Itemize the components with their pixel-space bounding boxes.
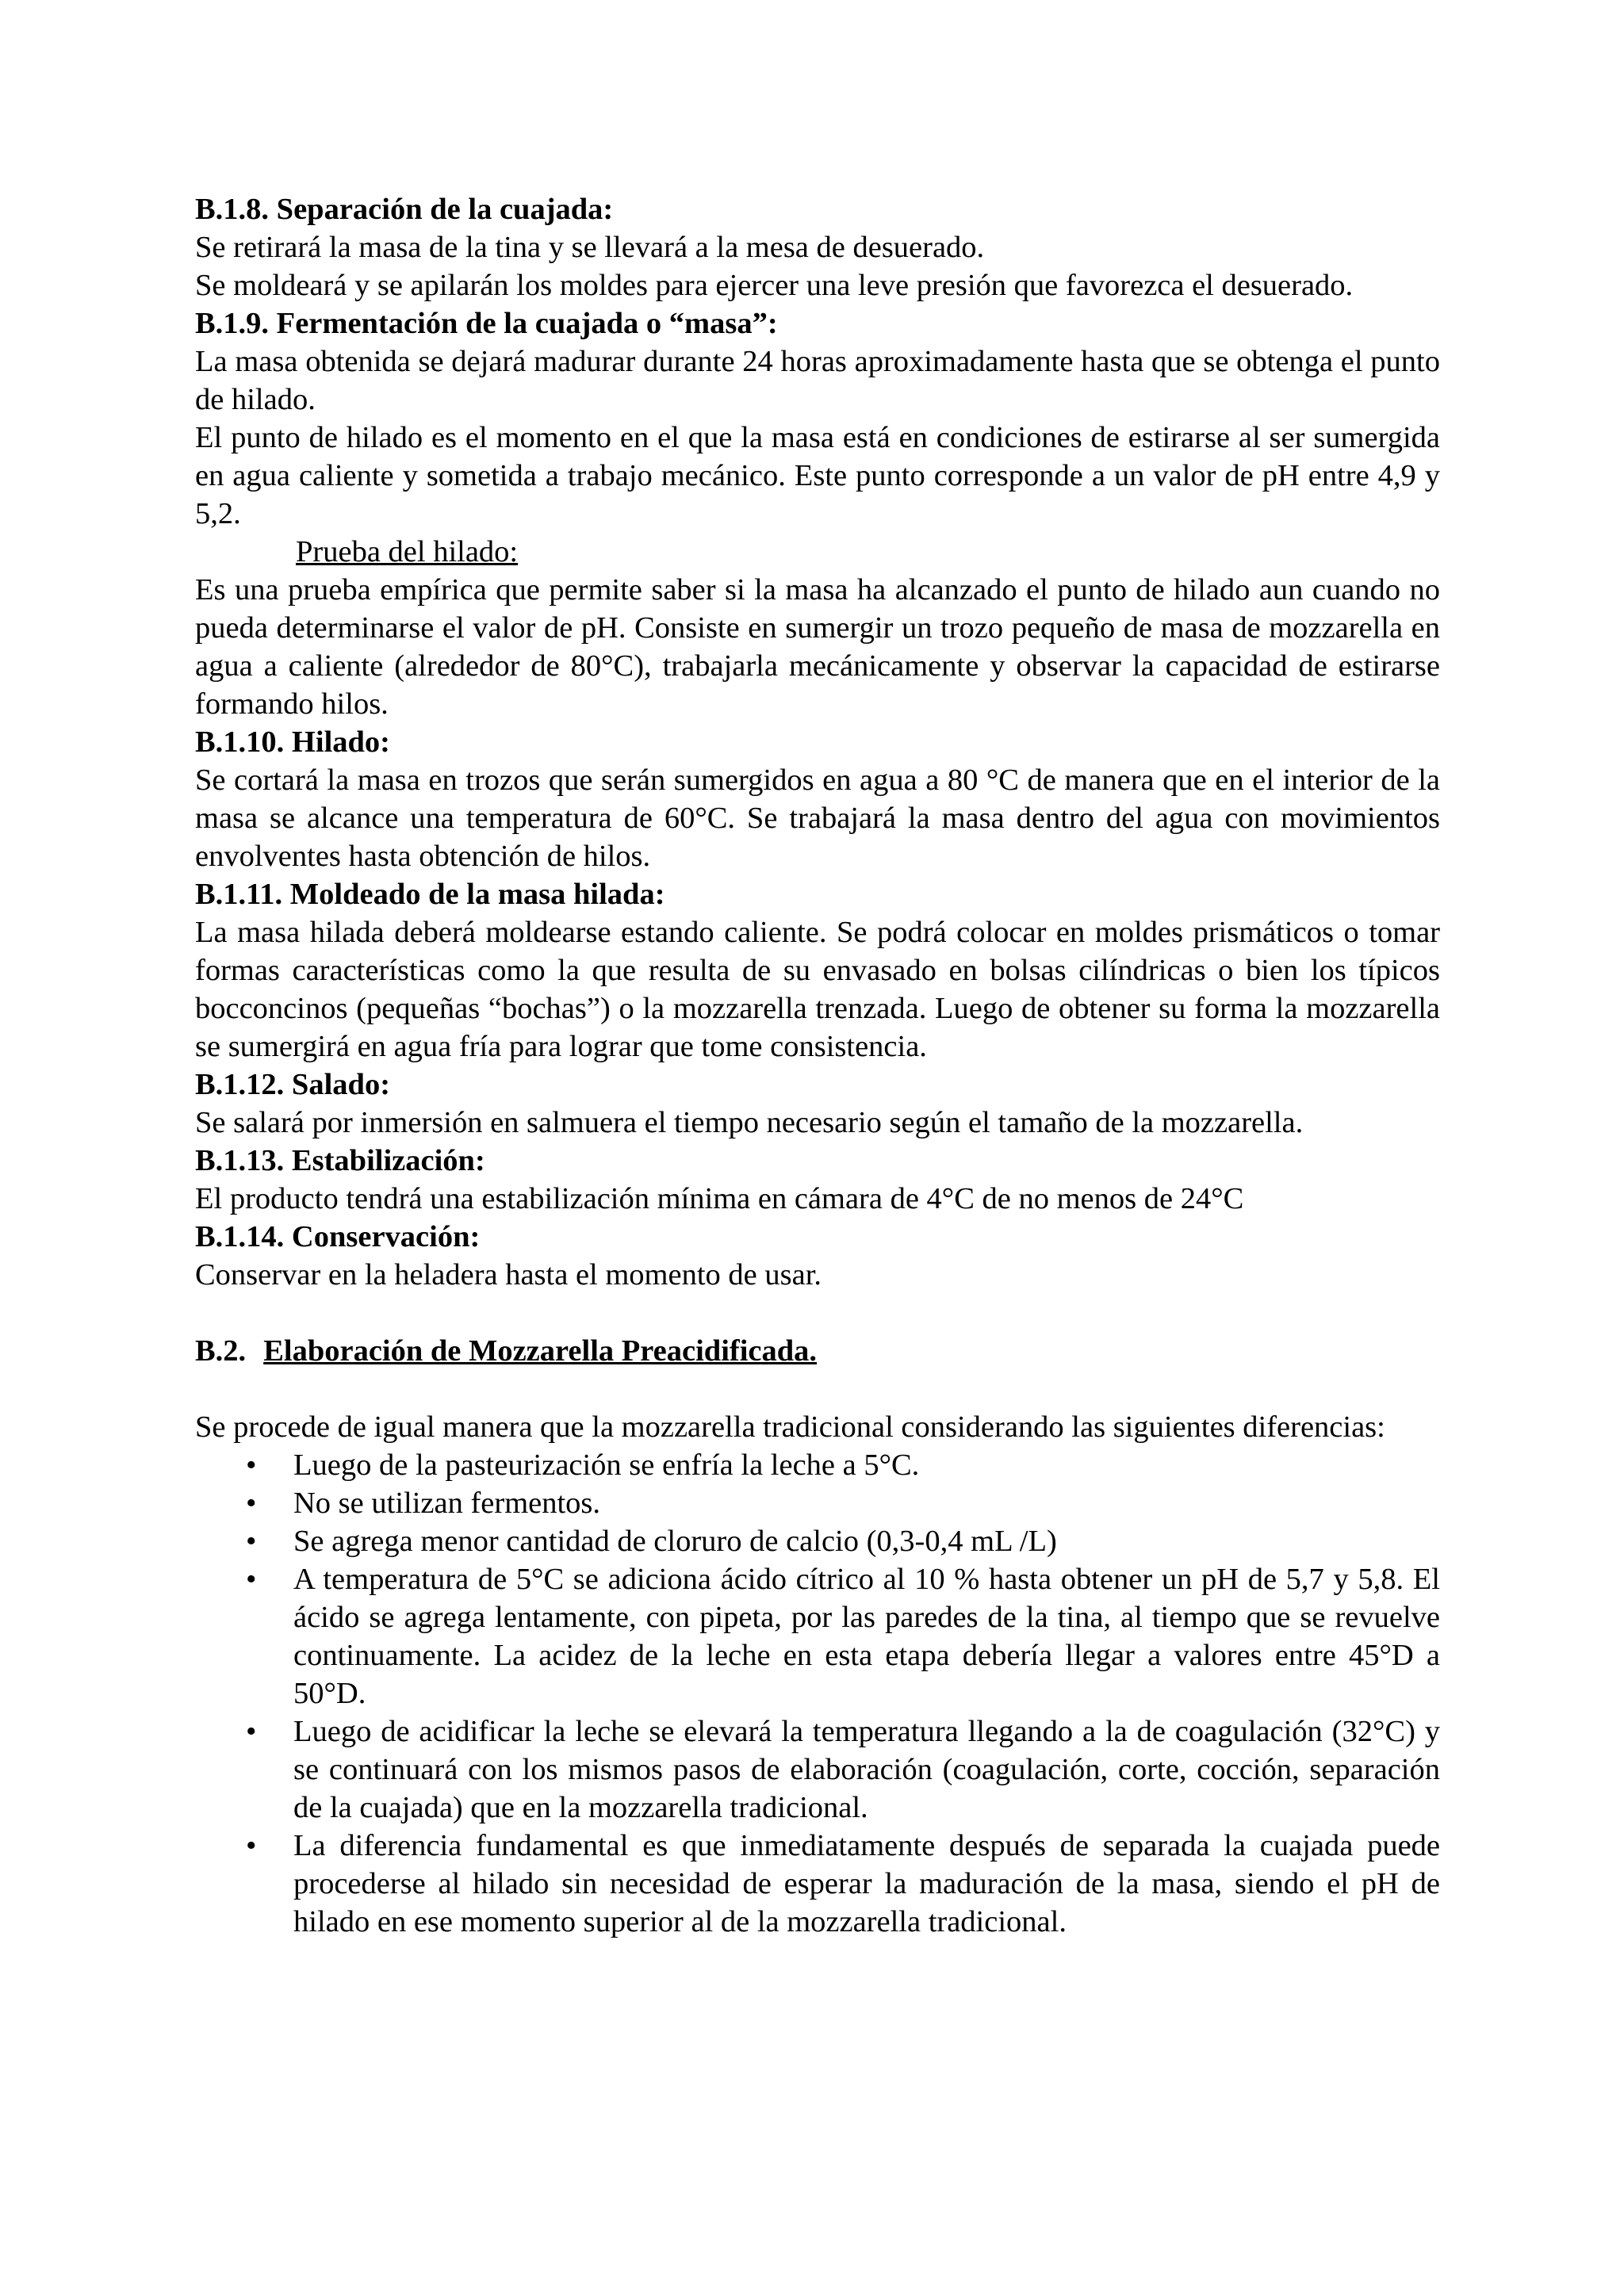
bullet-icon: •: [246, 1487, 257, 1520]
bullet-icon: •: [246, 1448, 257, 1482]
section-title: Elaboración de Mozzarella Preacidificada.: [263, 1334, 818, 1368]
paragraph: Se cortará la masa en trozos que serán sumergidos en agua a 80 °C de manera que en el interior de la masa se alcance una temperatura de 60°C. Se trabajará la masa dentro del agua con movimientos envolventes hasta obtención de hilos.: [195, 763, 1440, 873]
paragraph: Se retirará la masa de la tina y se llevará a la mesa de desuerado.: [195, 231, 985, 264]
section-heading-b1110: B.1.10. Hilado:: [195, 725, 391, 759]
list-item: [195, 1446, 1440, 1484]
list-item: [195, 1560, 1440, 1712]
paragraph: El producto tendrá una estabilización mínima en cámara de 4°C de no menos de 24°C: [195, 1182, 1244, 1215]
list-item-text: A temperatura de 5°C se adiciona ácido cítrico al 10 % hasta obtener un pH de 5,7 y 5,8. El ácido se agrega lentamente, con pipeta, por las paredes de la tina, al tiempo que se revuelve continuamente. La acidez de la leche en esta etapa debería llegar a valores entre 45°D a 50°D.: [293, 1563, 1440, 1710]
list-item: [195, 1827, 1440, 1941]
section-heading-b1114: B.1.14. Conservación:: [195, 1220, 481, 1253]
paragraph: Es una prueba empírica que permite saber si la masa ha alcanzado el punto de hilado aun cuando no pueda determinarse el valor de pH. Consiste en sumergir un trozo pequeño de masa de mozzarella en agua a caliente (alrededor de 80°C), trabajarla mecánicamente y observar la capacidad de estirarse formando hilos.: [195, 573, 1440, 721]
subheading-prueba-hilado: Prueba del hilado:: [296, 535, 519, 568]
section-number: B.2.: [195, 1334, 247, 1368]
list-item: [195, 1484, 1440, 1522]
bullet-icon: •: [246, 1525, 257, 1558]
section-heading-b119: B.1.9. Fermentación de la cuajada o “masa”:: [195, 307, 778, 340]
bullet-icon: •: [246, 1829, 257, 1862]
paragraph: La masa obtenida se dejará madurar durante 24 horas aproximadamente hasta que se obtenga el punto de hilado.: [195, 345, 1440, 416]
paragraph: El punto de hilado es el momento en el que la masa está en condiciones de estirarse al ser sumergida en agua caliente y sometida a trabajo mecánico. Este punto corresponde a un valor de pH entre 4,9 y 5,2.: [195, 421, 1440, 530]
paragraph: Se salará por inmersión en salmuera el tiempo necesario según el tamaño de la mozzarella.: [195, 1106, 1304, 1139]
paragraph: Se moldeará y se apilarán los moldes para ejercer una leve presión que favorezca el desuerado.: [195, 269, 1354, 302]
list-item-text: Luego de acidificar la leche se elevará la temperatura llegando a la de coagulación (32°C) y se continuará con los mismos pasos de elaboración (coagulación, corte, cocción, separación de la cuajada) que en la mozzarella tradicional.: [293, 1715, 1440, 1824]
section-heading-b2: [195, 1332, 1440, 1370]
paragraph-intro: Se procede de igual manera que la mozzarella tradicional considerando las siguientes diferencias:: [195, 1410, 1385, 1444]
section-heading-b118: B.1.8. Separación de la cuajada:: [195, 193, 614, 226]
list-item: [195, 1712, 1440, 1827]
list-item-text: Se agrega menor cantidad de cloruro de calcio (0,3-0,4 mL /L): [293, 1525, 1057, 1558]
paragraph: Conservar en la heladera hasta el momento de usar.: [195, 1258, 822, 1292]
list-item: [195, 1522, 1440, 1560]
bullet-icon: •: [246, 1715, 257, 1748]
list-item-text: La diferencia fundamental es que inmediatamente después de separada la cuajada puede procederse al hilado sin necesidad de esperar la maduración de la masa, siendo el pH de hilado en ese momento superior al de la mozzarella tradicional.: [293, 1829, 1440, 1938]
bullet-icon: •: [246, 1563, 257, 1596]
section-heading-b1112: B.1.12. Salado:: [195, 1068, 391, 1101]
section-heading-b1111: B.1.11. Moldeado de la masa hilada:: [195, 878, 665, 911]
list-item-text: Luego de la pasteurización se enfría la leche a 5°C.: [293, 1448, 920, 1482]
differences-list: [195, 1446, 1440, 1941]
paragraph: La masa hilada deberá moldearse estando caliente. Se podrá colocar en moldes prismáticos o tomar formas características como la que resulta de su envasado en bolsas cilíndricas o bien los típicos bocconcinos (pequeñas “bochas”) o la mozzarella trenzada. Luego de obtener su forma la mozzarella se sumergirá en agua fría para lograr que tome consistencia.: [195, 916, 1440, 1063]
list-item-text: No se utilizan fermentos.: [293, 1487, 601, 1520]
section-heading-b1113: B.1.13. Estabilización:: [195, 1144, 485, 1177]
document-page: [195, 190, 1440, 1941]
